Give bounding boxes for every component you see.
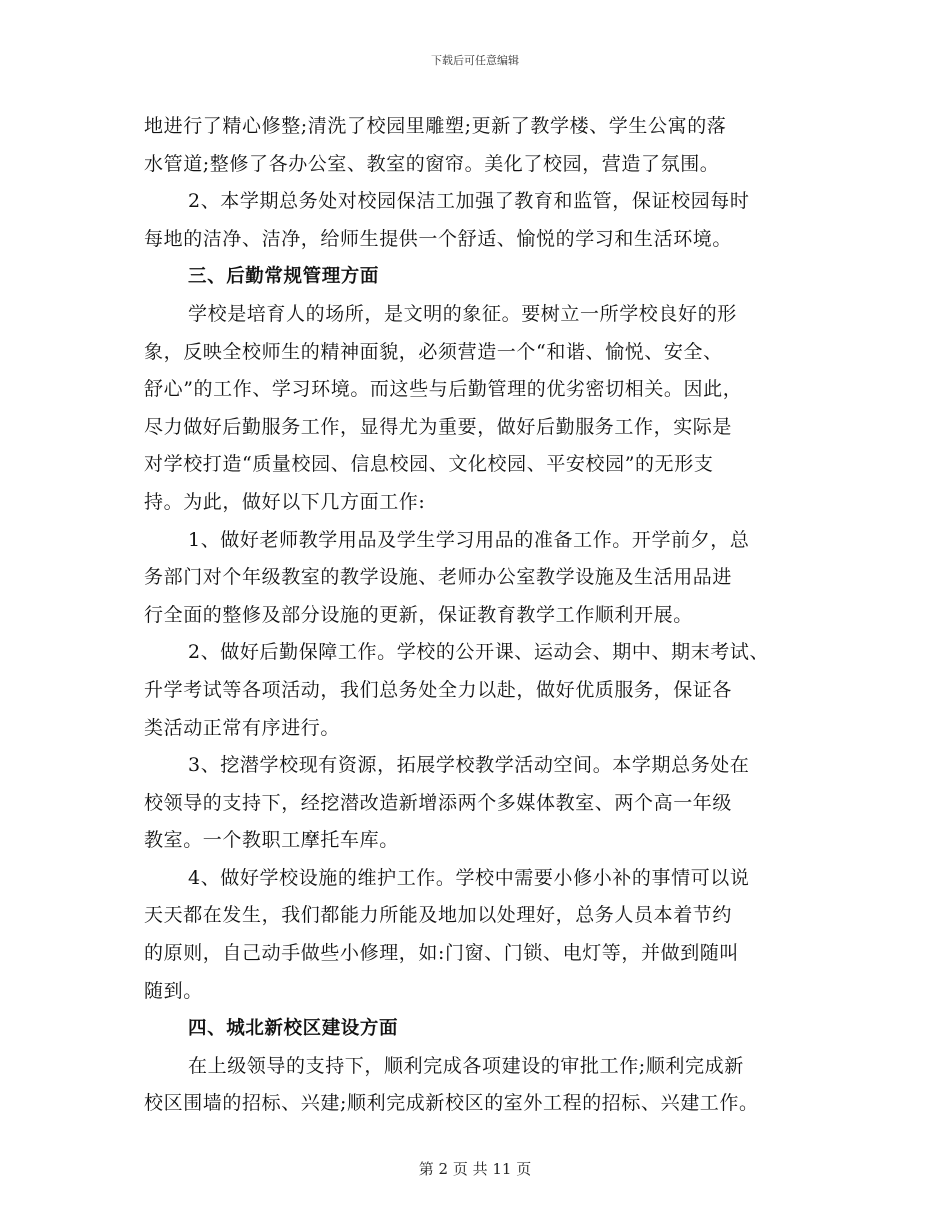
- text-line-11: 持。为此，做好以下几方面工作:: [144, 490, 426, 513]
- text-line-7: 象，反映全校师生的精神面貌，必须营造一个“和谐、愉悦、安全、: [144, 340, 723, 363]
- text-line-22: 天天都在发生，我们都能力所能及地加以处理好，总务人员本着节约: [144, 904, 733, 927]
- text-line-17: 类活动正常有序进行。: [144, 716, 341, 739]
- text-line-27: 校区围墙的招标、兴建;顺利完成新校区的室外工程的招标、兴建工作。: [144, 1092, 759, 1115]
- text-line-8: 舒心”的工作、学习环境。而这些与后勤管理的优劣密切相关。因此，: [144, 378, 743, 401]
- paragraph-start-line: 学校是培育人的场所，是文明的象征。要树立一所学校良好的形: [188, 302, 737, 325]
- paragraph-start-line: 3、挖潜学校现有资源，拓展学校教学活动空间。本学期总务处在: [188, 754, 750, 777]
- text-line-24: 随到。: [144, 979, 203, 1002]
- text-line-16: 升学考试等各项活动，我们总务处全力以赴，做好优质服务，保证各: [144, 678, 733, 701]
- text-line-4: 每地的洁净、洁净，给师生提供一个舒适、愉悦的学习和生活环境。: [144, 227, 733, 250]
- text-line-19: 校领导的支持下，经挖潜改造新增添两个多媒体教室、两个高一年级: [144, 791, 733, 814]
- paragraph-start-line: 2、做好后勤保障工作。学校的公开课、运动会、期中、期末考试、: [188, 641, 770, 664]
- text-line-1: 地进行了精心修整;清洗了校园里雕塑;更新了教学楼、学生公寓的落: [144, 115, 727, 137]
- text-line-14: 行全面的整修及部分设施的更新，保证教育教学工作顺利开展。: [144, 603, 693, 626]
- paragraph-start-line: 在上级领导的支持下，顺利完成各项建设的审批工作;顺利完成新: [188, 1054, 744, 1077]
- paragraph-start-line: 4、做好学校设施的维护工作。学校中需要小修小补的事情可以说: [188, 866, 750, 889]
- document-body: [144, 108, 834, 1123]
- paragraph-start-line: 2、本学期总务处对校园保洁工加强了教育和监管，保证校园每时: [188, 190, 750, 213]
- text-line-13: 务部门对个年级教室的教学设施、老师办公室教学设施及生活用品进: [144, 566, 733, 589]
- paragraph-start-line: 1、做好老师教学用品及学生学习用品的准备工作。开学前夕，总: [188, 528, 750, 551]
- text-line-20: 教室。一个教职工摩托车库。: [144, 829, 399, 852]
- page-header-note: 下载后可任意编辑: [431, 54, 519, 67]
- section-heading-logistics: 三、后勤常规管理方面: [188, 266, 380, 288]
- text-line-2: 水管道;整修了各办公室、教室的窗帘。美化了校园，营造了氛围。: [144, 152, 720, 175]
- text-line-10: 对学校打造“质量校园、信息校园、文化校园、平安校园”的无形支: [144, 453, 714, 476]
- page-number-footer: 第 2 页 共 11 页: [418, 1160, 532, 1178]
- section-heading-new-campus: 四、城北新校区建设方面: [188, 1018, 399, 1040]
- text-line-9: 尽力做好后勤服务工作，显得尤为重要，做好后勤服务工作，实际是: [144, 415, 733, 438]
- text-line-23: 的原则，自己动手做些小修理，如:门窗、门锁、电灯等，并做到随叫: [144, 942, 740, 965]
